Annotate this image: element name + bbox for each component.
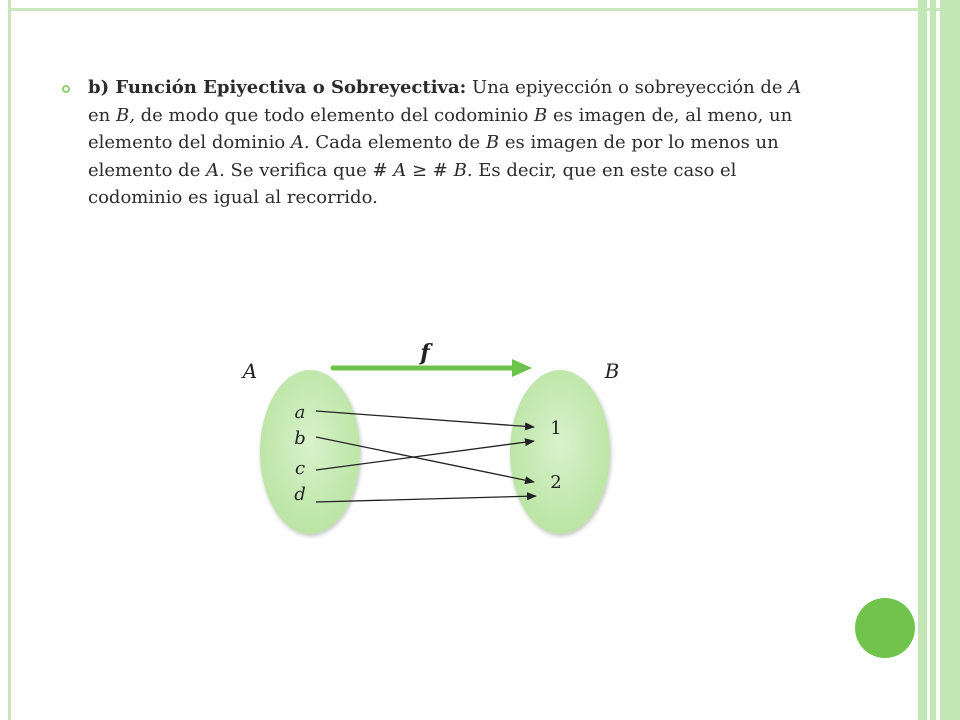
text-segment: . Se verifica que # (219, 159, 394, 181)
codomain-element-2: 2 (550, 472, 562, 493)
set-symbol: A. (290, 132, 310, 153)
text-segment: es imagen de por lo menos un elemento de (88, 132, 779, 181)
set-b-ellipse (510, 370, 610, 534)
set-symbol: A (393, 159, 407, 181)
text-segment: de modo que todo elemento del codominio (134, 104, 534, 126)
function-label: f (420, 340, 430, 366)
domain-element-d: d (294, 484, 306, 505)
text-segment: es imagen de, al meno, un elemento del dominio (88, 104, 793, 153)
set-b-label: B (604, 359, 620, 383)
set-symbol: B (485, 132, 500, 153)
domain-element-a: a (294, 402, 306, 423)
set-a-label: A (242, 359, 258, 383)
set-symbol: B (534, 104, 548, 126)
function-arrow-head (512, 359, 532, 377)
text-segment: en (88, 104, 116, 126)
text-segment: Una epiyección o sobreyección de (466, 77, 789, 98)
domain-element-b: b (294, 428, 306, 449)
domain-element-c: c (294, 458, 306, 479)
set-symbol: A (788, 77, 802, 98)
set-symbol: B, (115, 104, 135, 126)
set-symbol: A (206, 159, 220, 181)
set-a-ellipse (260, 370, 360, 534)
text-segment: ≥ # (406, 159, 454, 181)
set-symbol: B. (453, 159, 473, 181)
text-segment: Cada elemento de (309, 132, 486, 153)
text-segment: Es decir, que en este caso el codominio es igual al recorrido. (88, 159, 737, 208)
codomain-element-1: 1 (550, 418, 562, 439)
definition-heading: b) Función Epiyectiva o Sobreyectiva: (88, 77, 467, 98)
